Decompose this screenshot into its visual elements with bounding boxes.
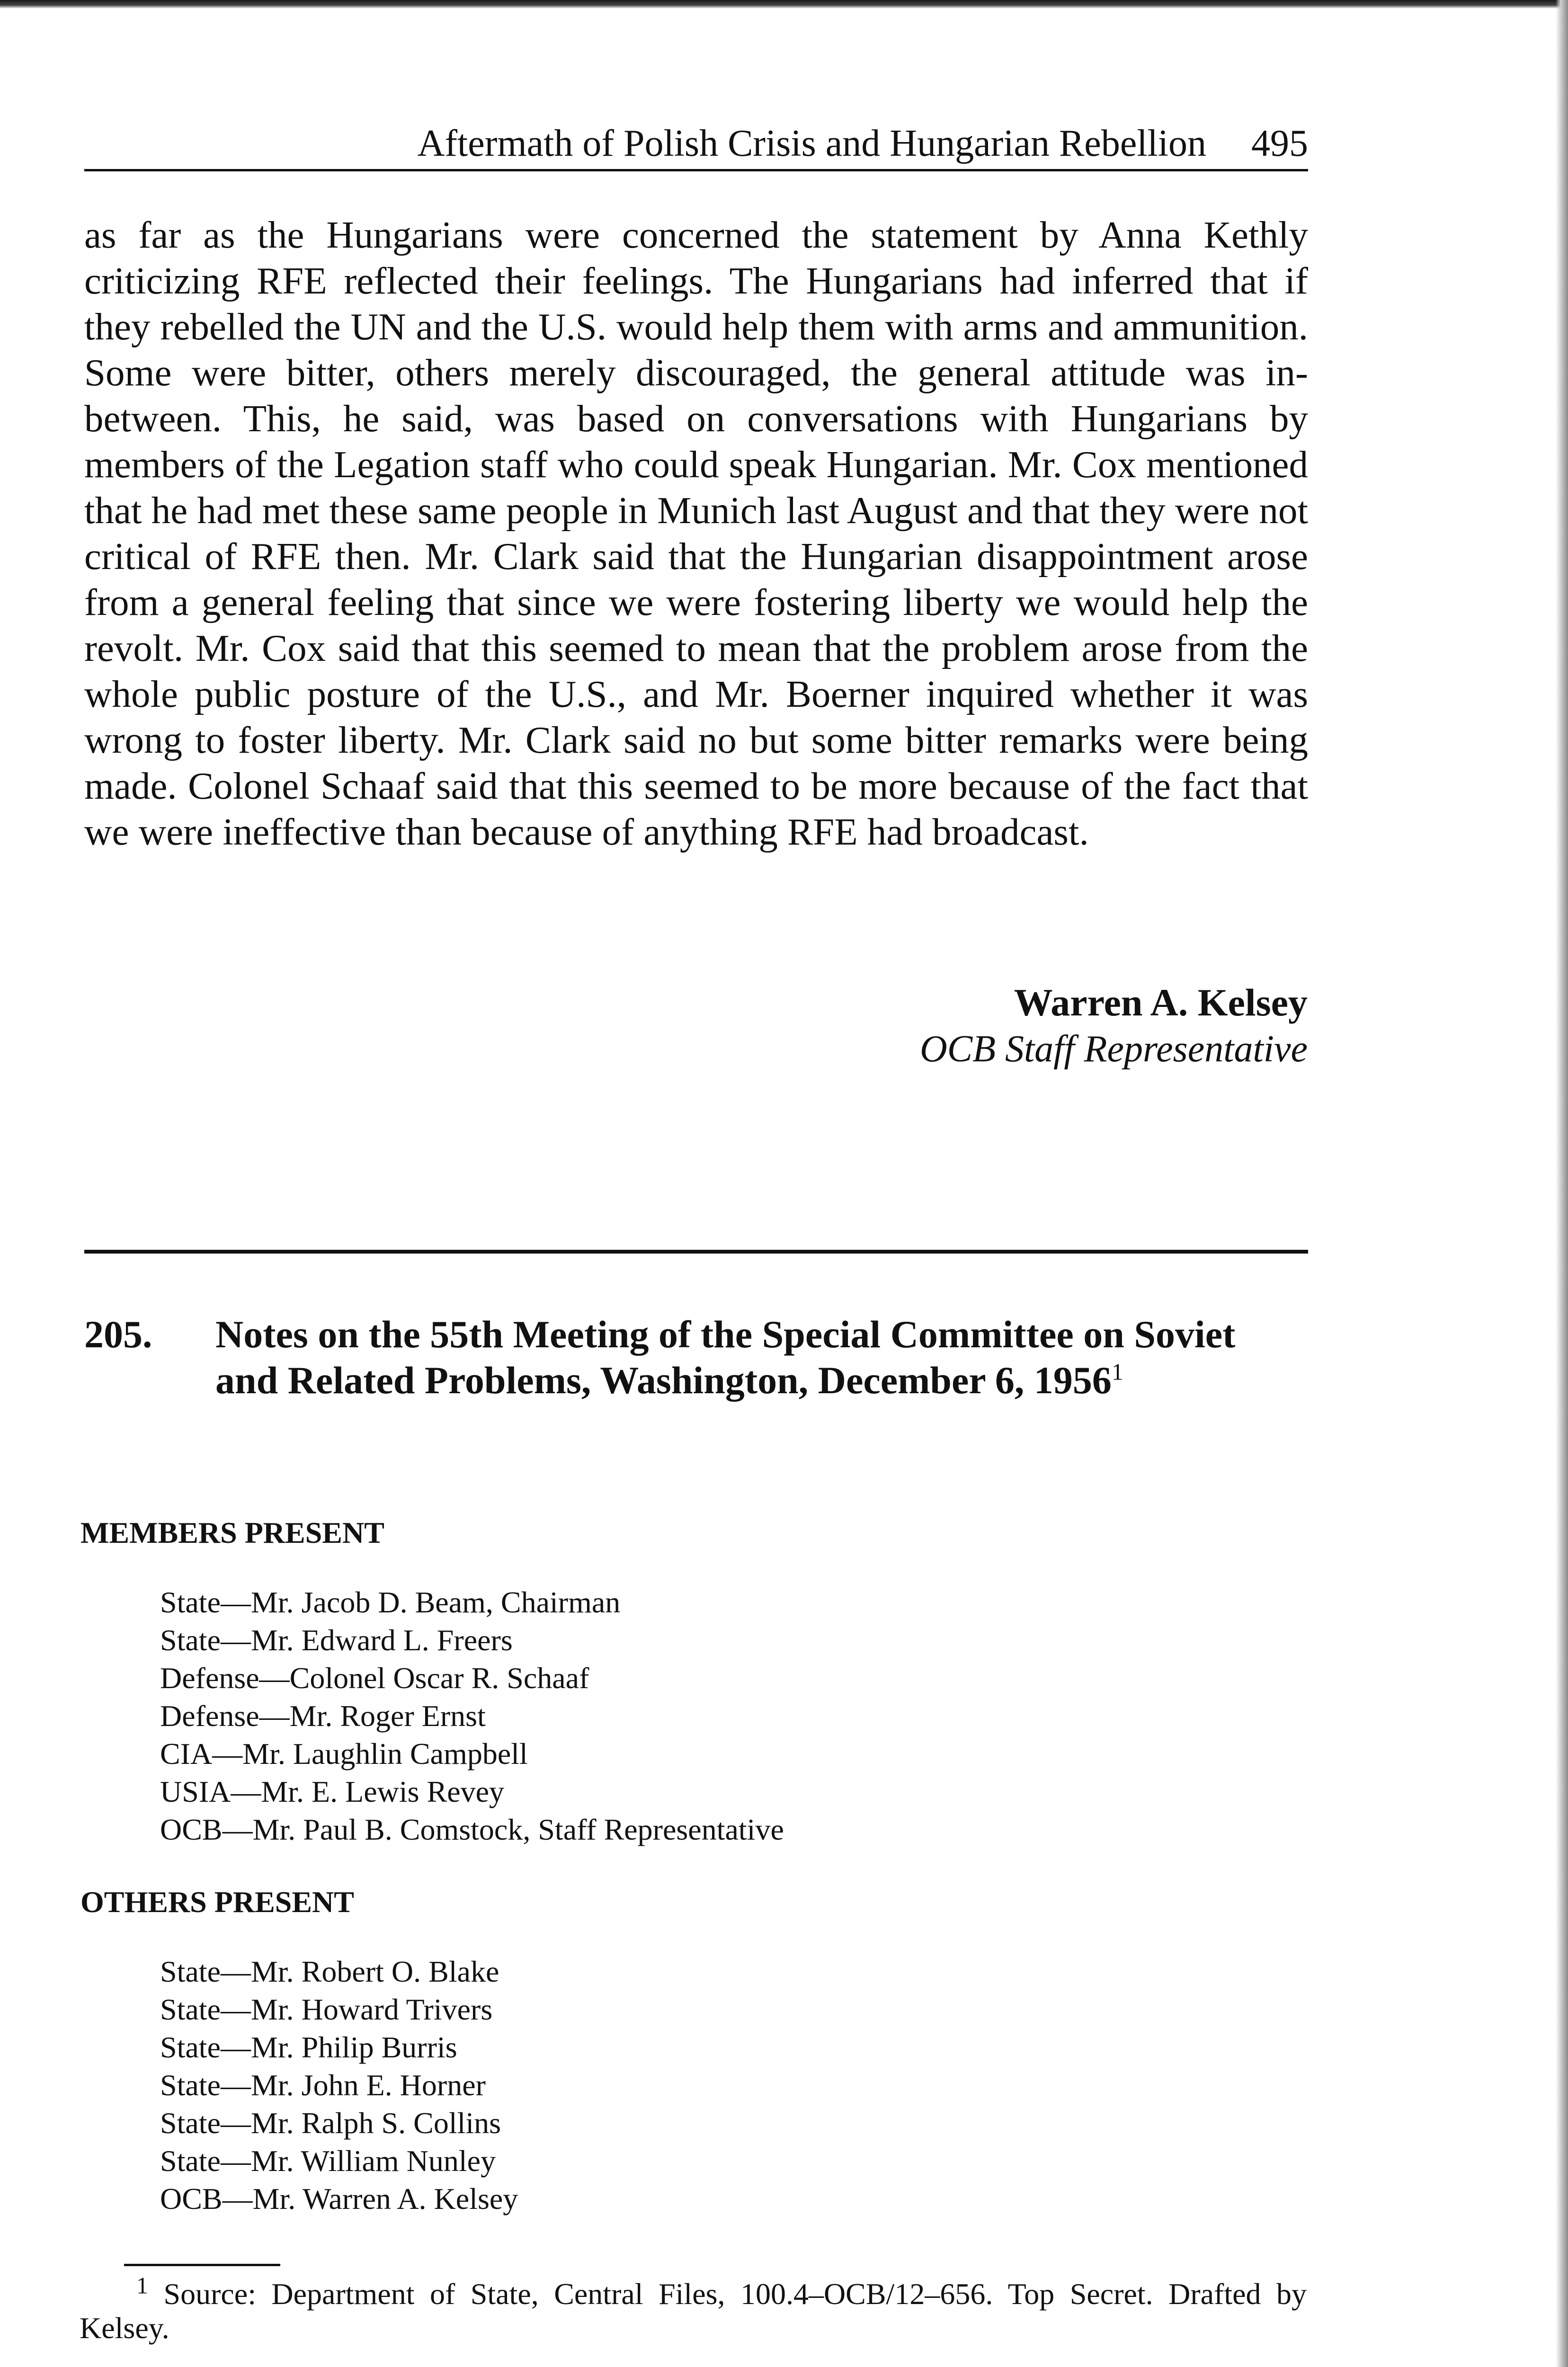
attendee-item: OCB—Mr. Warren A. Kelsey [160,2182,518,2216]
signature-title: OCB Staff Representative [919,1028,1308,1070]
others-present-list [160,1953,518,2218]
others-present-heading: OTHERS PRESENT [80,1885,354,1919]
attendee-item: State—Mr. Robert O. Blake [160,1955,499,1988]
signature-name: Warren A. Kelsey [1014,981,1308,1024]
document-title [215,1311,1281,1403]
attendee-item: State—Mr. Howard Trivers [160,1993,493,2026]
section-divider [84,1250,1308,1254]
attendee-item: State—Mr. John E. Horner [160,2068,486,2102]
footnote-marker: 1 [136,2272,148,2299]
footnote-divider [124,2264,280,2266]
members-present-heading: MEMBERS PRESENT [80,1516,384,1549]
scan-right-edge [1556,0,1568,2367]
footnote-reference: 1 [1111,1358,1123,1385]
document-title-text: Notes on the 55th Meeting of the Special Committee on Soviet and Related Problems, Washington, December 6, 1956 [215,1313,1236,1402]
page-number: 495 [1251,123,1308,164]
scan-top-edge [0,0,1568,9]
attendee-item: State—Mr. Philip Burris [160,2030,457,2064]
attendee-item: State—Mr. William Nunley [160,2144,496,2178]
member-item: Defense—Mr. Roger Ernst [160,1699,486,1733]
member-item: OCB—Mr. Paul B. Comstock, Staff Representative [160,1813,784,1846]
page-header [84,107,1308,171]
member-item: State—Mr. Jacob D. Beam, Chairman [160,1585,621,1619]
member-item: State—Mr. Edward L. Freers [160,1623,513,1657]
attendee-item: State—Mr. Ralph S. Collins [160,2106,501,2140]
member-item: Defense—Colonel Oscar R. Schaaf [160,1661,589,1695]
member-item: USIA—Mr. E. Lewis Revey [160,1775,505,1808]
document-number: 205. [84,1313,152,1356]
members-present-list [160,1584,784,1849]
running-title: Aftermath of Polish Crisis and Hungarian Rebellion [417,123,1206,164]
footnote-text: Source: Department of State, Central Files, 100.4–OCB/12–656. Top Secret. Drafted by Kelsey. [80,2277,1307,2345]
body-paragraph: as far as the Hungarians were concerned the statement by Anna Kethly criticizing RFE reflected their feelings. The Hungarians had inferred that if they rebelled the UN and the U.S. would help them with arms and ammunition. Some were bitter, others merely discouraged, the general attitude was in-between. This, he said, was based on conversations with Hungarians by members of the Legation staff who could speak Hungarian. Mr. Cox mentioned that he had met these same people in Munich last August and that they were not critical of RFE then. Mr. Clark said that the Hungarian disappointment arose from a general feeling that since we were fostering liberty we would help the revolt. Mr. Cox said that this seemed to mean that the problem arose from the whole public posture of the U.S., and Mr. Boerner inquired whether it was wrong to foster liberty. Mr. Clark said no but some bitter remarks were being made. Colonel Schaaf said that this seemed to be more because of the fact that we were ineffective than because of anything RFE had broadcast. [84,214,1308,853]
footnote [80,2272,1307,2345]
member-item: CIA—Mr. Laughlin Campbell [160,1737,528,1771]
